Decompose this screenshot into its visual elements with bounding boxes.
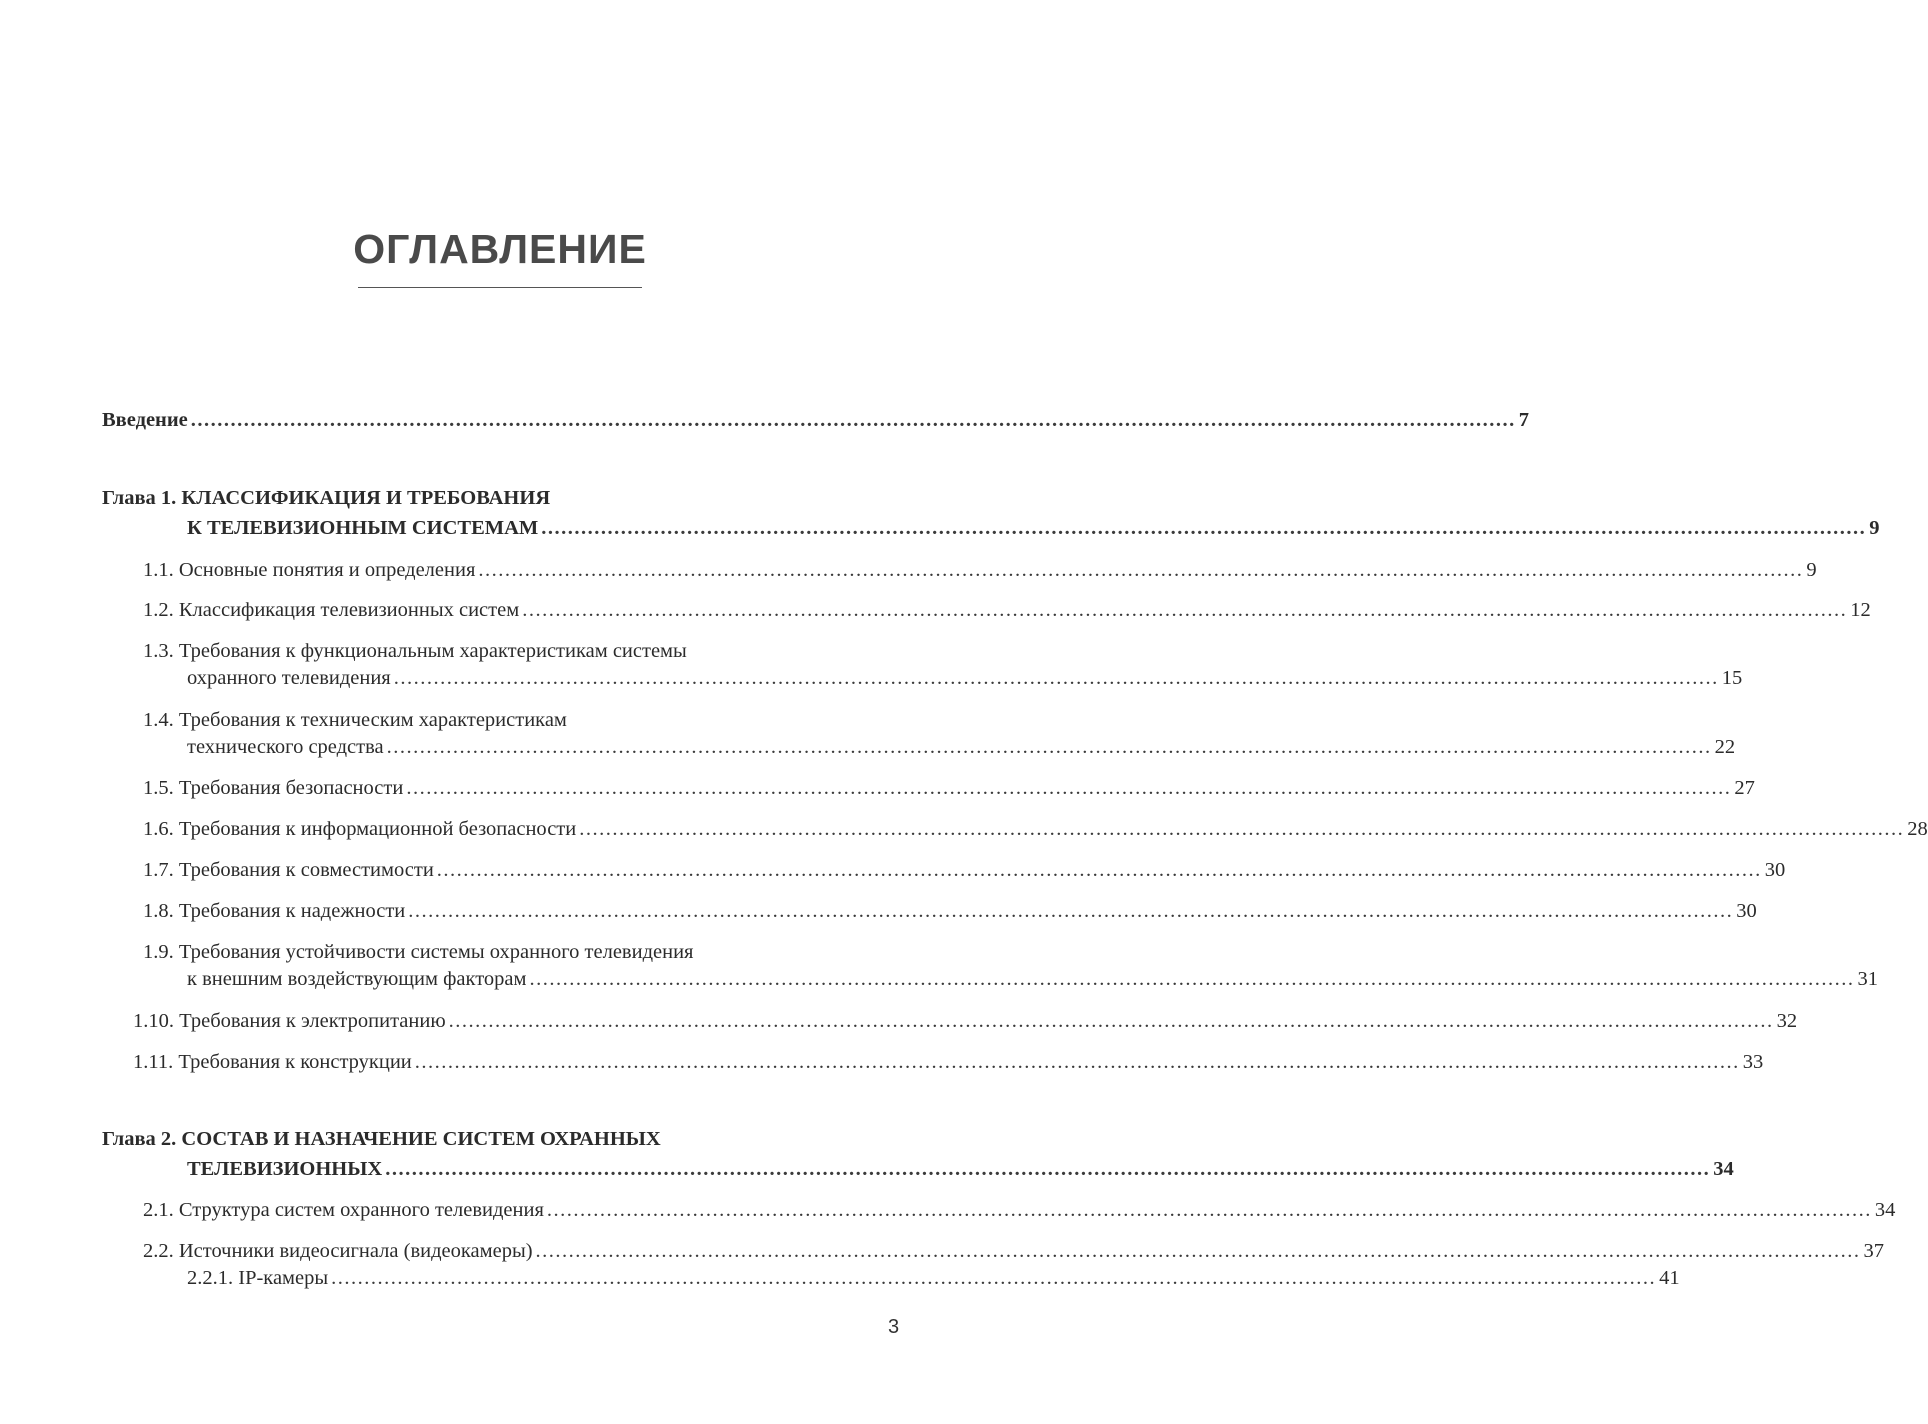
toc-entry-page: 7 [1518, 409, 1530, 431]
dot-leader: ........................................................................................................................................................................................................ [522, 599, 1848, 621]
toc-entry-label: 1.5. Требования безопасности [143, 777, 404, 799]
dot-leader: ........................................................................................................................................................................................................ [408, 900, 1734, 922]
toc-entry-page: 33 [1742, 1051, 1764, 1073]
dot-leader: ........................................................................................................................................................................................................ [541, 517, 1867, 539]
chapter-2-heading[interactable]: Глава 2. СОСТАВ И НАЗНАЧЕНИЕ СИСТЕМ ОХРАННЫХ [102, 1128, 661, 1150]
dot-leader: ........................................................................................................................................................................................................ [406, 777, 1732, 799]
toc-entry-page: 34 [1874, 1199, 1896, 1221]
toc-entry-1-7[interactable] [143, 858, 1786, 882]
toc-entry-2-1[interactable] [143, 1198, 1896, 1222]
toc-entry-1-4[interactable] [187, 735, 1736, 759]
dot-leader: ........................................................................................................................................................................................................ [331, 1267, 1657, 1289]
toc-entry-1-2[interactable] [143, 598, 1871, 622]
toc-entry-label: к внешним воздействующим факторам [187, 968, 527, 990]
toc-entry-page: 9 [1806, 559, 1817, 581]
toc-entry-label: охранного телевидения [187, 667, 391, 689]
toc-entry-1-11[interactable] [133, 1050, 1764, 1074]
toc-entry-1-9-first-line[interactable]: 1.9. Требования устойчивости системы охранного телевидения [143, 941, 694, 963]
toc-entry-page: 30 [1764, 859, 1786, 881]
toc-entry-label: 1.1. Основные понятия и определения [143, 559, 476, 581]
toc-entry-page: 32 [1776, 1010, 1798, 1032]
toc-entry-2-2-1[interactable] [187, 1266, 1680, 1290]
dot-leader: ........................................................................................................................................................................................................ [436, 859, 1762, 881]
toc-entry-label: 1.7. Требования к совместимости [143, 859, 434, 881]
toc-entry-page: 15 [1721, 667, 1743, 689]
page-title: ОГЛАВЛЕНИЕ [353, 226, 647, 272]
toc-entry-page: 37 [1863, 1240, 1885, 1262]
page-number: 3 [888, 1316, 900, 1338]
toc-entry-label: Введение [102, 409, 188, 431]
toc-entry-label: 1.10. Требования к электропитанию [133, 1010, 446, 1032]
toc-entry-label: 1.8. Требования к надежности [143, 900, 406, 922]
toc-entry-label: 2.2.1. IP-камеры [187, 1267, 329, 1289]
toc-entry-1-3-first-line[interactable]: 1.3. Требования к функциональным характеристикам системы [143, 640, 687, 662]
toc-entry-label: 1.6. Требования к информационной безопасности [143, 818, 577, 840]
dot-leader: ........................................................................................................................................................................................................ [448, 1010, 1774, 1032]
toc-entry-label: технического средства [187, 736, 384, 758]
toc-entry-1-4-first-line[interactable]: 1.4. Требования к техническим характеристикам [143, 709, 567, 731]
toc-entry-page: 34 [1713, 1158, 1734, 1180]
dot-leader: ........................................................................................................................................................................................................ [529, 968, 1855, 990]
toc-entry-page: 27 [1734, 777, 1755, 799]
dot-leader: ........................................................................................................................................................................................................ [535, 1240, 1861, 1262]
toc-entry-label: К ТЕЛЕВИЗИОННЫМ СИСТЕМАМ [187, 517, 539, 539]
chapter-1-heading[interactable]: Глава 1. КЛАССИФИКАЦИЯ И ТРЕБОВАНИЯ [102, 487, 551, 509]
dot-leader: ........................................................................................................................................................................................................ [190, 409, 1516, 431]
dot-leader: ........................................................................................................................................................................................................ [393, 667, 1719, 689]
toc-entry-chapter-2[interactable] [187, 1157, 1734, 1181]
dot-leader: ........................................................................................................................................................................................................ [386, 736, 1712, 758]
toc-entry-page: 30 [1736, 900, 1757, 922]
toc-entry-label: 1.2. Классификация телевизионных систем [143, 599, 520, 621]
dot-leader: ........................................................................................................................................................................................................ [579, 818, 1905, 840]
toc-entry-1-9[interactable] [187, 967, 1878, 991]
toc-entry-label: ТЕЛЕВИЗИОННЫХ [187, 1158, 383, 1180]
toc-entry-2-2[interactable] [143, 1239, 1885, 1263]
toc-entry-chapter-1[interactable] [187, 516, 1880, 540]
toc-entry-1-6[interactable] [143, 817, 1928, 841]
toc-entry-1-1[interactable] [143, 558, 1817, 582]
toc-entry-page: 31 [1857, 968, 1878, 990]
toc-entry-page: 28 [1907, 818, 1928, 840]
dot-leader: ........................................................................................................................................................................................................ [385, 1158, 1711, 1180]
toc-entry-label: 2.2. Источники видеосигнала (видеокамеры) [143, 1240, 533, 1262]
dot-leader: ........................................................................................................................................................................................................ [414, 1051, 1740, 1073]
toc-entry-page: 22 [1714, 736, 1736, 758]
toc-entry-1-3[interactable] [187, 666, 1743, 690]
toc-entry-page: 41 [1659, 1267, 1680, 1289]
toc-entry-label: 2.1. Структура систем охранного телевидения [143, 1199, 544, 1221]
toc-entry-intro[interactable] [102, 408, 1530, 432]
toc-entry-label: 1.11. Требования к конструкции [133, 1051, 412, 1073]
toc-entry-page: 12 [1850, 599, 1871, 621]
dot-leader: ........................................................................................................................................................................................................ [546, 1199, 1872, 1221]
toc-entry-1-5[interactable] [143, 776, 1755, 800]
dot-leader: ........................................................................................................................................................................................................ [478, 559, 1804, 581]
toc-entry-page: 9 [1869, 517, 1880, 539]
toc-entry-1-10[interactable] [133, 1009, 1798, 1033]
toc-entry-1-8[interactable] [143, 899, 1757, 923]
